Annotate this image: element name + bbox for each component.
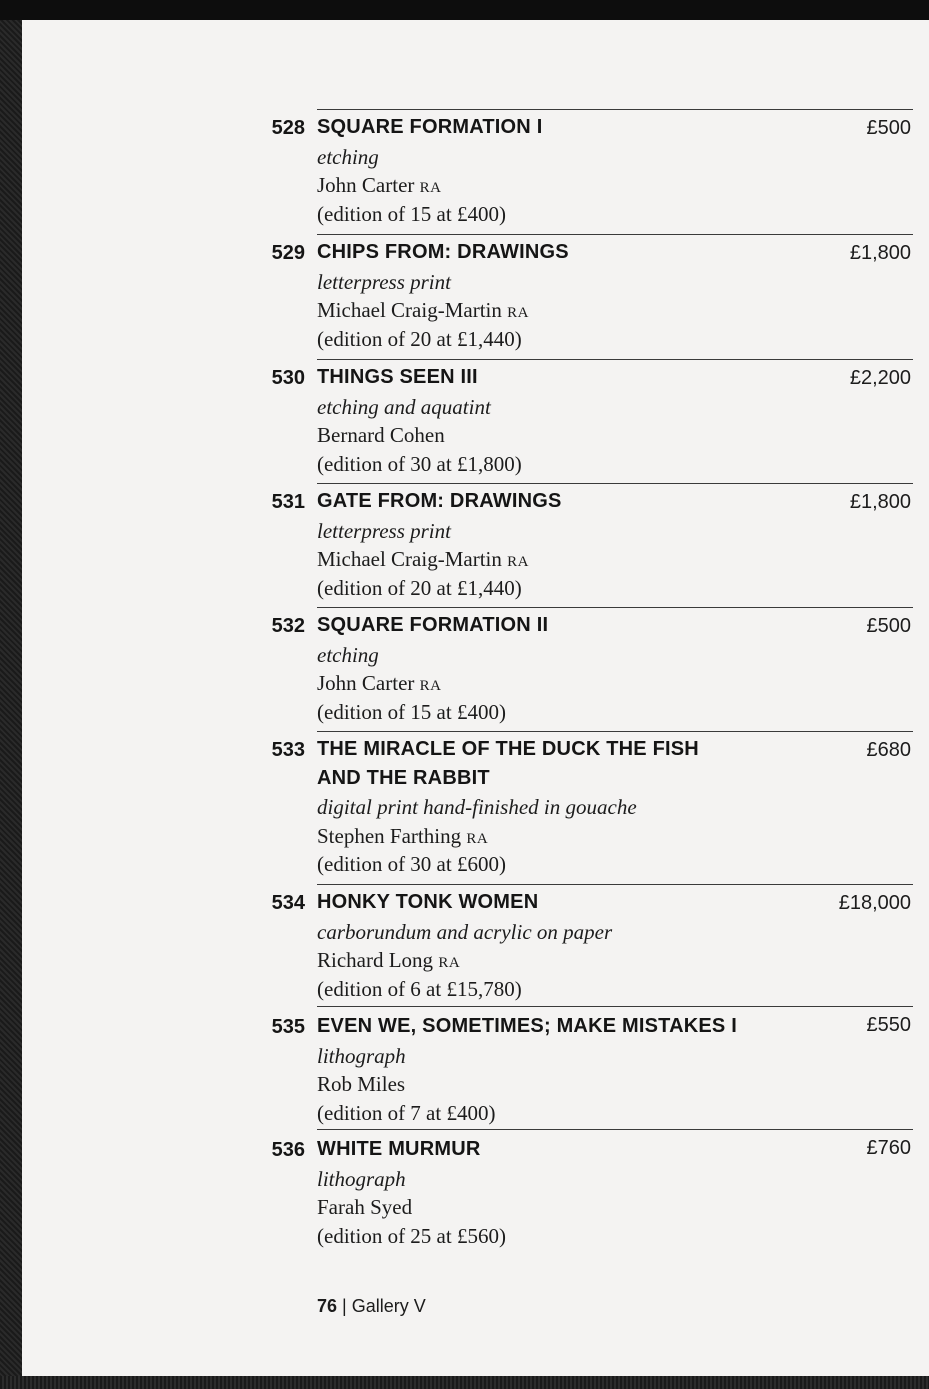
entry-title: SQUARE FORMATION II bbox=[317, 614, 549, 636]
entry-edition: (edition of 20 at £1,440) bbox=[317, 576, 522, 600]
entry-title: SQUARE FORMATION I bbox=[317, 116, 543, 138]
entry-medium: lithograph bbox=[317, 1167, 406, 1191]
scan-left-border bbox=[0, 20, 22, 1389]
entry-title: EVEN WE, SOMETIMES; MAKE MISTAKES I bbox=[317, 1015, 737, 1037]
artist-honour: RA bbox=[507, 305, 529, 321]
artist-honour: RA bbox=[438, 955, 461, 971]
entry-price: £680 bbox=[866, 739, 911, 761]
entry-number: 531 bbox=[271, 491, 305, 513]
entry-medium: etching bbox=[317, 145, 379, 169]
entry-medium: lithograph bbox=[317, 1044, 406, 1068]
entry-divider bbox=[317, 359, 913, 360]
entry-artist bbox=[317, 298, 529, 323]
entry-edition: (edition of 15 at £400) bbox=[317, 202, 506, 226]
entry-medium: etching and aquatint bbox=[317, 395, 491, 419]
entry-price: £18,000 bbox=[838, 892, 911, 914]
entry-edition: (edition of 25 at £560) bbox=[317, 1224, 506, 1248]
entry-price: £500 bbox=[866, 615, 911, 637]
entry-divider bbox=[317, 109, 913, 110]
entry-artist bbox=[317, 1195, 412, 1220]
entry-number: 533 bbox=[271, 739, 305, 761]
artist-name: Michael Craig-Martin bbox=[317, 298, 502, 322]
entry-number: 532 bbox=[271, 615, 305, 637]
entry-divider bbox=[317, 234, 913, 235]
entry-title: WHITE MURMUR bbox=[317, 1138, 481, 1160]
entry-title: GATE FROM: DRAWINGS bbox=[317, 490, 562, 512]
entry-artist bbox=[317, 1072, 405, 1097]
entry-price: £1,800 bbox=[849, 242, 911, 264]
artist-name: Michael Craig-Martin bbox=[317, 547, 502, 571]
scan-top-border bbox=[0, 0, 929, 20]
entry-divider bbox=[317, 607, 913, 608]
entry-medium: etching bbox=[317, 643, 379, 667]
artist-name: John Carter bbox=[317, 671, 415, 695]
entry-divider bbox=[317, 884, 913, 885]
entry-edition: (edition of 30 at £1,800) bbox=[317, 452, 522, 476]
artist-name: Farah Syed bbox=[317, 1195, 413, 1219]
entry-medium: carborundum and acrylic on paper bbox=[317, 920, 613, 944]
entry-edition: (edition of 30 at £600) bbox=[317, 852, 506, 876]
artist-honour: RA bbox=[419, 180, 442, 196]
entry-title: THE MIRACLE OF THE DUCK THE FISH AND THE RABBIT bbox=[317, 738, 699, 789]
entry-number: 528 bbox=[271, 117, 305, 139]
entry-title: CHIPS FROM: DRAWINGS bbox=[317, 241, 569, 263]
entry-price: £550 bbox=[866, 1014, 911, 1036]
entry-title: THINGS SEEN III bbox=[317, 366, 478, 388]
entry-number: 530 bbox=[271, 367, 305, 389]
entry-artist bbox=[317, 173, 442, 198]
entry-price: £1,800 bbox=[849, 491, 911, 513]
artist-name: Stephen Farthing bbox=[317, 824, 462, 848]
entry-medium: letterpress print bbox=[317, 270, 451, 294]
entry-edition: (edition of 20 at £1,440) bbox=[317, 327, 522, 351]
entry-edition: (edition of 7 at £400) bbox=[317, 1101, 496, 1125]
artist-honour: RA bbox=[419, 678, 442, 694]
page-number: 76 bbox=[317, 1296, 338, 1316]
entry-number: 529 bbox=[271, 242, 305, 264]
entry-number: 535 bbox=[271, 1016, 305, 1038]
entry-price: £760 bbox=[866, 1137, 911, 1159]
entry-title: HONKY TONK WOMEN bbox=[317, 891, 539, 913]
entry-medium: letterpress print bbox=[317, 519, 451, 543]
entry-divider bbox=[317, 1006, 913, 1007]
entry-number: 536 bbox=[271, 1139, 305, 1161]
entry-number: 534 bbox=[271, 892, 305, 914]
entry-artist bbox=[317, 423, 445, 448]
entry-artist bbox=[317, 671, 442, 696]
artist-name: John Carter bbox=[317, 173, 415, 197]
section-name: Gallery V bbox=[351, 1296, 426, 1316]
entry-price: £2,200 bbox=[849, 367, 911, 389]
entry-divider bbox=[317, 1129, 913, 1130]
entry-edition: (edition of 6 at £15,780) bbox=[317, 977, 522, 1001]
entry-divider bbox=[317, 731, 913, 732]
footer-separator: | bbox=[342, 1296, 347, 1316]
artist-name: Richard Long bbox=[317, 948, 434, 972]
artist-honour: RA bbox=[466, 831, 489, 847]
catalogue-page bbox=[22, 20, 929, 1376]
entry-price: £500 bbox=[866, 117, 911, 139]
entry-artist bbox=[317, 547, 529, 572]
artist-name: Rob Miles bbox=[317, 1072, 406, 1096]
entry-artist bbox=[317, 824, 488, 849]
artist-honour: RA bbox=[507, 554, 529, 570]
scan-bottom-border bbox=[0, 1376, 929, 1389]
entry-divider bbox=[317, 483, 913, 484]
page-footer bbox=[317, 1296, 426, 1317]
entry-edition: (edition of 15 at £400) bbox=[317, 700, 506, 724]
entry-artist bbox=[317, 948, 460, 973]
entry-medium: digital print hand-finished in gouache bbox=[317, 795, 637, 819]
artist-name: Bernard Cohen bbox=[317, 423, 445, 447]
